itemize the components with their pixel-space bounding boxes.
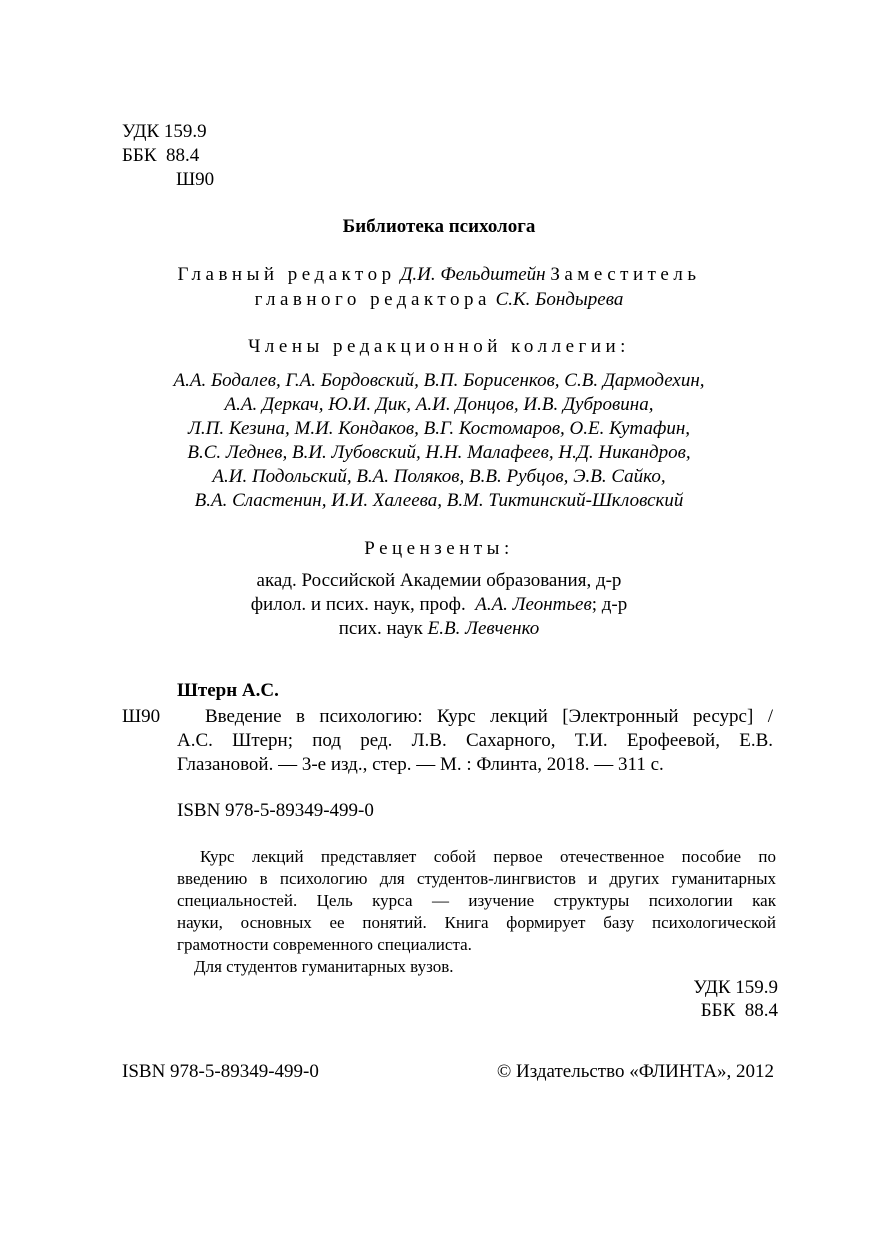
- deputy-editor-name: С.К. Бондырева: [495, 289, 624, 310]
- annotation-line: специальностей. Цель курса — изучение структуры психологии как: [177, 891, 776, 910]
- udk-code: УДК 159.9: [122, 121, 207, 142]
- reviewers-line-1: акад. Российской Академии образования, д-р: [256, 570, 622, 591]
- reviewers-line-3: [0, 617, 878, 641]
- bib-description-line: Введение в психологию: Курс лекций [Электронный ресурс] /: [205, 706, 773, 727]
- bib-description-line: А.С. Штерн; под ред. Л.В. Сахарного, Т.И. Ерофеевой, Е.В.: [177, 730, 773, 751]
- board-line: А.А. Деркач, Ю.И. Дик, А.И. Донцов, И.В. Дубровина,: [224, 394, 654, 415]
- bbk-code: ББК 88.4: [122, 145, 200, 166]
- bottom-bbk: ББК 88.4: [700, 1000, 778, 1021]
- chief-editor-name: Д.И. Фельдштейн: [400, 264, 546, 285]
- board-line: А.А. Бодалев, Г.А. Бордовский, В.П. Борисенков, С.В. Дармодехин,: [173, 370, 705, 391]
- chief-editor-label: Главный редактор: [177, 264, 396, 285]
- reviewer-name-leontiev: А.А. Леонтьев: [475, 594, 592, 615]
- reviewers-line-2-prefix: филол. и псих. наук, проф.: [250, 594, 476, 615]
- bib-description-line: Глазановой. — 3-е изд., стер. — М. : Флинта, 2018. — 311 с.: [177, 754, 664, 775]
- reviewers-line-3-prefix: псих. наук: [338, 618, 428, 639]
- bottom-udk: УДК 159.9: [693, 977, 778, 998]
- reviewers-heading: Рецензенты:: [364, 538, 514, 559]
- board-heading: Члены редакционной коллегии:: [248, 336, 630, 357]
- annotation-audience: Для студентов гуманитарных вузов.: [194, 957, 454, 976]
- copyright: © Издательство «ФЛИНТА», 2012: [496, 1061, 774, 1082]
- annotation-line: науки, основных ее понятий. Книга формирует базу психологической: [177, 913, 776, 932]
- board-line: В.А. Сластенин, И.И. Халеева, В.М. Тиктинский-Шкловский: [194, 490, 684, 511]
- board-line: А.И. Подольский, В.А. Поляков, В.В. Рубцов, Э.В. Сайко,: [212, 466, 666, 487]
- reviewer-name-levchenko: Е.В. Левченко: [427, 618, 540, 639]
- annotation-line: введению в психологию для студентов-лингвистов и других гуманитарных: [177, 869, 776, 888]
- bib-mark: Ш90: [122, 706, 161, 727]
- reviewers-line-2: [0, 593, 878, 617]
- deputy-label-cont: главного редактора: [254, 289, 491, 310]
- author-heading: Штерн А.С.: [177, 680, 279, 701]
- series-title: Библиотека психолога: [342, 216, 536, 237]
- reviewers-line-2-suffix: ; д-р: [591, 594, 628, 615]
- board-line: В.С. Леднев, В.И. Лубовский, Н.Н. Малафеев, Н.Д. Никандров,: [187, 442, 691, 463]
- deputy-editor-line: [0, 288, 878, 312]
- board-line: Л.П. Кезина, М.И. Кондаков, В.Г. Костомаров, О.Е. Кутафин,: [187, 418, 690, 439]
- annotation-line: Курс лекций представляет собой первое отечественное пособие по: [200, 847, 776, 866]
- bib-isbn: ISBN 978-5-89349-499-0: [177, 800, 374, 821]
- chief-editor-line: [0, 263, 878, 287]
- deputy-label: Заместитель: [550, 264, 701, 285]
- author-mark: Ш90: [176, 169, 215, 190]
- annotation-line: грамотности современного специалиста.: [177, 935, 472, 954]
- footer-isbn: ISBN 978-5-89349-499-0: [122, 1061, 319, 1082]
